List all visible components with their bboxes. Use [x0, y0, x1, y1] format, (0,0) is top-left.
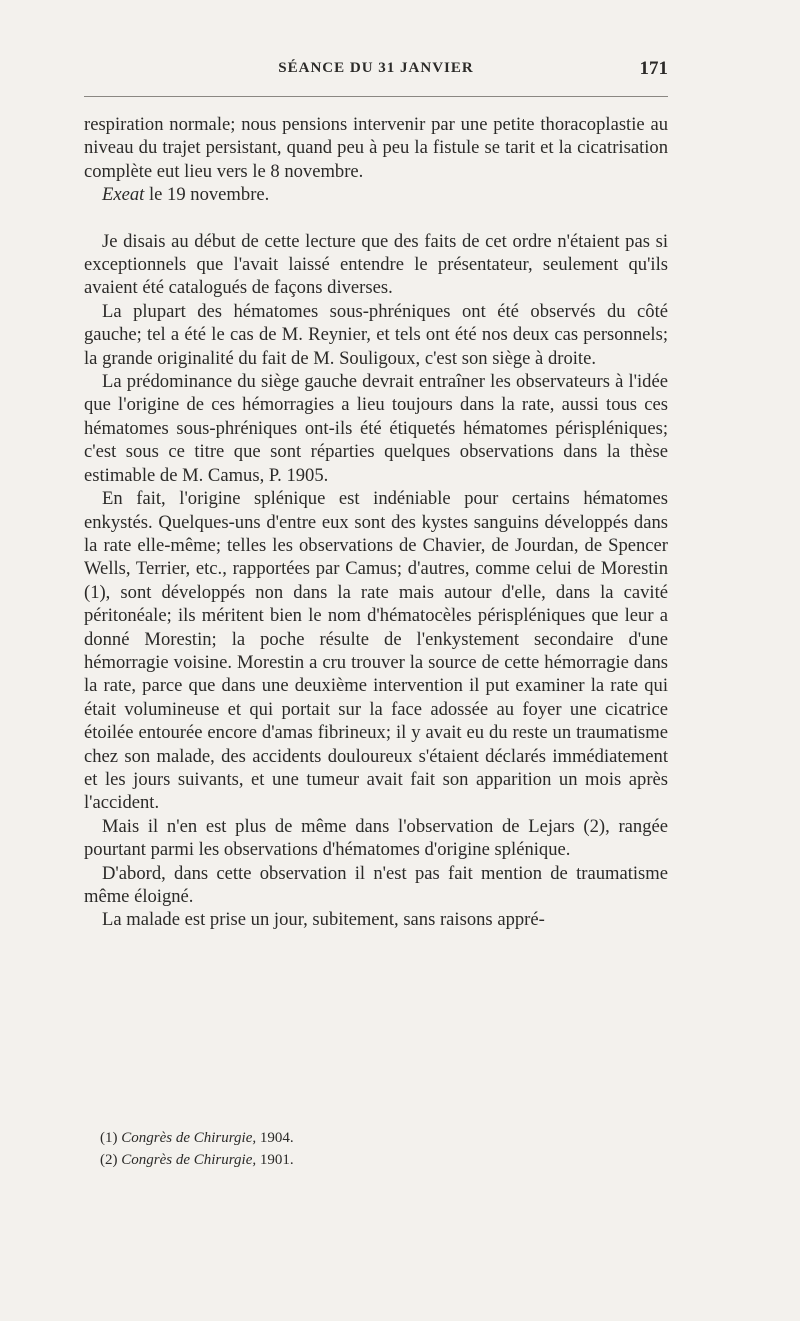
- footnote: [100, 1127, 660, 1149]
- paragraph: Mais il n'en est plus de même dans l'observation de Lejars (2), rangée pourtant parmi les observations d'hématomes d'origine splénique.: [84, 815, 668, 861]
- header-rule: [84, 96, 668, 97]
- footnote-marker: (1): [100, 1130, 118, 1146]
- paragraph-exeat: [84, 183, 668, 206]
- paragraph: La prédominance du siège gauche devrait entraîner les observateurs à l'idée que l'origine de ces hémorragies a lieu toujours dans la rate, aussi tous ces hématomes sous-phréniques ont-ils été étiquetés hématomes périspléniques; c'est sous ce titre que sont réparties quelques observations dans la thèse estimable de M. Camus, P. 1905.: [84, 371, 668, 486]
- paragraph: respiration normale; nous pensions intervenir par une petite thoracoplastie au niveau du trajet persistant, quand peu à peu la fistule se tarit et la cicatrisation complète eut lieu vers le 8 novembre.: [84, 114, 668, 182]
- footnote-year: 1904.: [256, 1130, 294, 1146]
- running-title: SÉANCE DU 31 JANVIER: [278, 60, 474, 76]
- footnote-year: 1901.: [256, 1152, 294, 1168]
- footnote: [100, 1149, 660, 1171]
- body-text: [84, 113, 668, 932]
- page-header: [84, 58, 668, 84]
- footnote-marker: (2): [100, 1152, 118, 1168]
- paragraph: En fait, l'origine splénique est indéniable pour certains hématomes enkystés. Quelques-uns d'entre eux sont des kystes sanguins développés dans la rate elle-même; telles les observations de Chavier, de Jourdan, de Spencer Wells, Terrier, etc., rapportées par Camus; d'autres, comme celui de Morestin (1), sont développés non dans la rate mais autour d'elle, dans la cavité péritonéale; ils méritent bien le nom d'hématocèles périspléniques que leur a donné Morestin; la poche résulte de l'enkystement secondaire d'une hémorragie voisine. Morestin a cru trouver la source de cette hémorragie dans la rate, parce que dans une deuxième intervention il put examiner la rate qui était volumineuse et qui portait sur la face adossée au foyer une cicatrice étoilée entourée encore d'amas fibrineux; il y avait eu du reste un traumatisme chez son malade, des accidents douloureux s'étaient déclarés immédiatement et les jours suivants, et une tumeur avait fait son apparition un mois après l'accident.: [84, 488, 668, 814]
- footnote-source: Congrès de Chirurgie,: [121, 1152, 257, 1168]
- paragraph: D'abord, dans cette observation il n'est pas fait mention de traumatisme même éloigné.: [84, 862, 668, 907]
- footnote-source: Congrès de Chirurgie,: [121, 1130, 257, 1146]
- paragraph: Je disais au début de cette lecture que des faits de cet ordre n'étaient pas si exceptionnels que l'avait laissé entendre le présentateur, seulement qu'ils avaient été catalogués de façons diverses.: [84, 230, 668, 299]
- paragraph: La plupart des hématomes sous-phréniques ont été observés du côté gauche; tel a été le cas de M. Reynier, et tels ont été nos deux cas personnels; la grande originalité du fait de M. Souligoux, c'est son siège à droite.: [84, 300, 668, 369]
- exeat-italic: Exeat: [102, 184, 145, 206]
- footnotes: [100, 1127, 660, 1171]
- paragraph-gap: [84, 207, 668, 230]
- exeat-date: le 19 novembre.: [144, 184, 270, 206]
- paragraph: La malade est prise un jour, subitement, sans raisons appré-: [102, 909, 545, 931]
- page-number: 171: [639, 58, 668, 79]
